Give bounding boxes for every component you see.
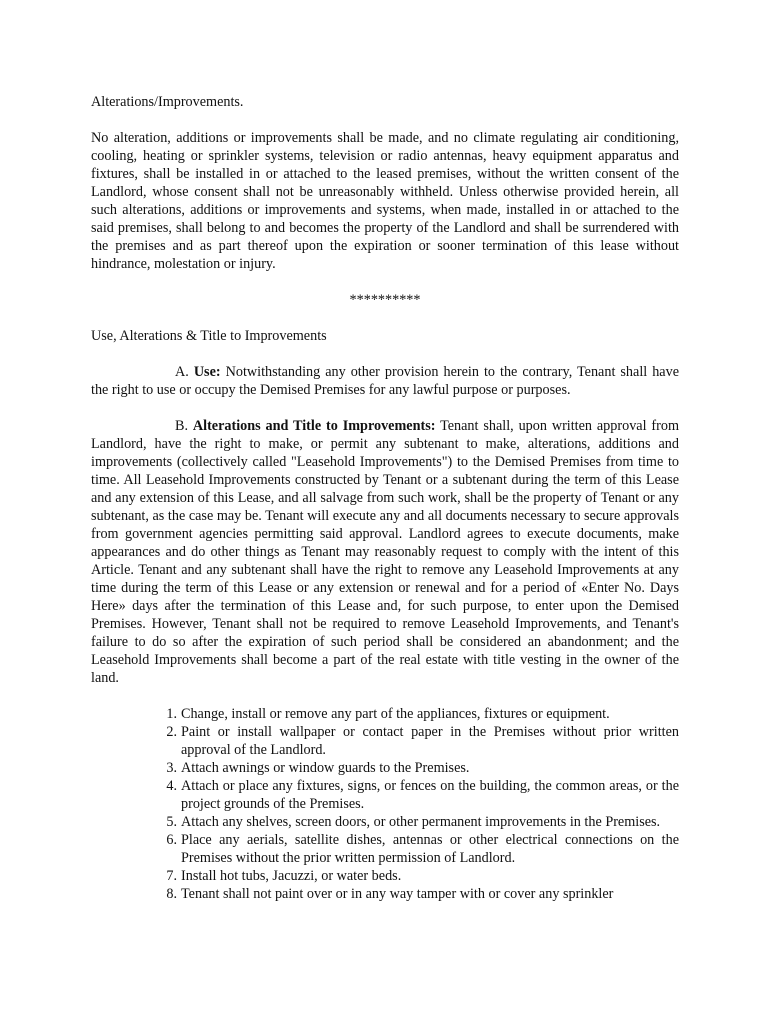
use-prefix: A. [175,364,194,380]
list-item-number: 5. [166,814,177,830]
list-item-text: Attach awnings or window guards to the Premises. [181,760,470,776]
list-item-number: 3. [166,760,177,776]
list-item-number: 1. [166,706,177,722]
alterations-title-heading: Alterations and Title to Improvements: [192,418,436,434]
alterations-title-text: Tenant shall, upon written approval from Landlord, have the right to make, or permit any subtenant to make, alterations, additions and improvements (collectively called "Leasehold Improvements") to the Demised Premises from time to time. All Leasehold Improvements constructed by Tenant or a subtenant during the term of this Lease and any extension of this Lease, and all salvage from such work, shall be the property of Tenant or any subtenant, as the case may be. Tenant will execute any and all documents necessary to secure approvals from government agencies permitting said approval. Landlord agrees to execute documents, make appearances and do other things as Tenant may reasonably request to comply with the intent of this Article. Tenant and any subtenant shall have the right to remove any Leasehold Improvements at any time during the term of this Lease or any extension or renewal and for a period of «Enter No. Days Here» days after the termination of this Lease and, for such purpose, to enter upon the Demised Premises. However, Tenant shall not be required to remove Leasehold Improvements, and Tenant's failure to do so after the expiration of such period shall be considered an abandonment; and the Leasehold Improvements shall become a part of the real estate with title vesting in the owner of the land. [91,418,679,686]
list-item-text: Place any aerials, satellite dishes, antennas or other electrical connections on the Premises without the prior written permission of Landlord. [181,832,679,866]
list-item-number: 8. [166,886,177,902]
list-item [166,867,679,885]
use-text: Notwithstanding any other provision herein to the contrary, Tenant shall have the right to use or occupy the Demised Premises for any lawful purpose or purposes. [91,364,679,398]
section-separator: ********** [349,292,421,308]
section-title-alterations: Alterations/Improvements. [91,94,244,110]
restrictions-list [91,705,679,903]
list-item-text: Paint or install wallpaper or contact paper in the Premises without prior written approval of the Landlord. [181,724,679,758]
section-title-use-alterations: Use, Alterations & Title to Improvements [91,328,327,344]
list-item-text: Tenant shall not paint over or in any way tamper with or cover any sprinkler [181,886,614,902]
list-item [166,705,679,723]
list-item-text: Attach or place any fixtures, signs, or fences on the building, the common areas, or the project grounds of the Premises. [181,778,679,812]
alterations-title-paragraph [91,417,679,687]
list-item [166,813,679,831]
list-item-text: Change, install or remove any part of the appliances, fixtures or equipment. [181,706,610,722]
list-item [166,885,679,903]
list-item-text: Install hot tubs, Jacuzzi, or water beds. [181,868,402,884]
list-item-text: Attach any shelves, screen doors, or other permanent improvements in the Premises. [181,814,661,830]
document-page [91,93,679,903]
list-item [166,777,679,813]
list-item [166,831,679,867]
use-paragraph [91,363,679,399]
list-item-number: 6. [166,832,177,848]
use-heading: Use: [193,364,221,380]
list-item [166,723,679,759]
list-item-number: 2. [166,724,177,740]
list-item-number: 4. [166,778,177,794]
alterations-paragraph: No alteration, additions or improvements shall be made, and no climate regulating air conditioning, cooling, heating or sprinkler systems, television or radio antennas, heavy equipment apparatus and fixtures, shall be installed in or attached to the leased premises, without the written consent of the Landlord, whose consent shall not be unreasonably withheld. Unless otherwise provided herein, all such alterations, additions or improvements and systems, when made, installed in or attached to the said premises, shall belong to and becomes the property of the Landlord and shall be surrendered with the premises and as part thereof upon the expiration or sooner termination of this lease without hindrance, molestation or injury. [91,130,679,272]
list-item [166,759,679,777]
list-item-number: 7. [166,868,177,884]
alterations-title-prefix: B. [175,418,193,434]
